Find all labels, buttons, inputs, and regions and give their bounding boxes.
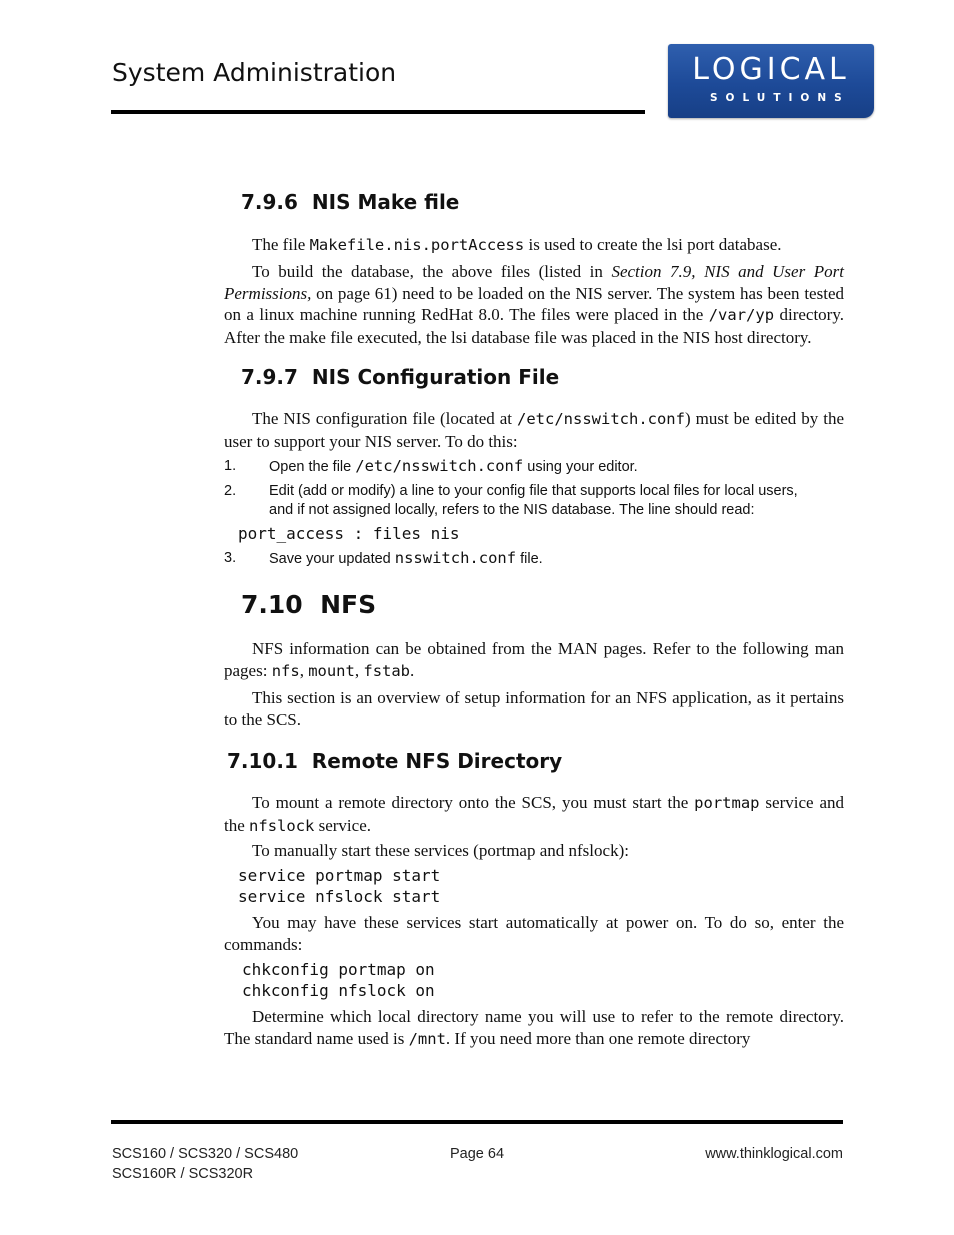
text: Save your updated: [269, 551, 395, 567]
text: on page 61) need to be loaded on the NIS server. The system has been tested on a linux machine running RedHat 8.0. The files were placed in the: [224, 283, 844, 324]
text: ,: [354, 660, 364, 680]
text: The NIS configuration file (located at: [252, 409, 517, 428]
code-line: service nfslock start: [238, 886, 441, 906]
section-title: NIS Make file: [311, 190, 460, 214]
text: directory. After the make file executed, the lsi database file was placed in the NIS host directory.: [224, 305, 844, 347]
section-title: Remote NFS Directory: [311, 749, 563, 773]
section-number: 7.9.6: [241, 190, 298, 214]
text: ,: [299, 660, 309, 680]
page-header-title: System Administration: [112, 58, 397, 87]
section-heading-7-10-1: [227, 749, 562, 773]
code-inline: Makefile.nis.portAccess: [309, 236, 525, 254]
code-inline: nfs: [271, 661, 300, 680]
footer-models-line: SCS160R / SCS320R: [112, 1166, 254, 1182]
section-heading-7-9-6: [241, 190, 459, 214]
code-inline: portmap: [694, 794, 760, 812]
code-inline: /var/yp: [708, 306, 775, 324]
section-heading-7-9-7: [241, 365, 559, 389]
code-block: [238, 866, 440, 907]
code-block: [242, 960, 435, 1001]
text: To build the database, the above files (listed in: [252, 262, 612, 281]
list-item: [224, 457, 844, 477]
code-inline: nsswitch.conf: [394, 549, 517, 567]
footer-models-line: SCS160 / SCS320 / SCS480: [112, 1146, 299, 1162]
text: Determine which local directory name you will use to refer to the remote directory. The standard name used is: [224, 1007, 844, 1048]
text: .: [410, 660, 415, 680]
section-number: 7.10.1: [227, 749, 298, 773]
section-number: 7.10: [241, 590, 303, 619]
text: Open the file: [269, 459, 356, 475]
text: Edit (add or modify) a line to your config file that supports local files for local users, and if not assigned locally, refers to the NIS database. The line should read:: [269, 483, 798, 518]
text: file.: [516, 551, 543, 567]
list-item: [224, 482, 814, 520]
list-number: 3.: [224, 550, 237, 566]
code-inline: fstab: [363, 661, 411, 680]
paragraph: You may have these services start automatically at power on. To do so, enter the commands:: [224, 913, 844, 954]
code-line: service portmap start: [238, 866, 441, 885]
footer-website: www.thinklogical.com: [705, 1146, 843, 1162]
text: ) must be edited by the user to support your NIS server. To do this:: [224, 409, 844, 451]
header-rule: [111, 110, 645, 114]
paragraph: [224, 1006, 844, 1050]
section-heading-7-10: [241, 590, 376, 619]
footer-rule: [111, 1120, 843, 1124]
code-inline: nfslock: [249, 816, 315, 835]
section-title: NFS: [320, 590, 377, 619]
footer-models: [112, 1144, 298, 1184]
code-block: port_access : files nis: [238, 524, 460, 543]
paragraph: To manually start these services (portmap and nfslock):: [252, 841, 629, 860]
paragraph: [224, 638, 844, 682]
paragraph: [224, 792, 844, 837]
text: is used to create the lsi port database.: [524, 235, 782, 254]
code-inline: /etc/nsswitch.conf: [517, 410, 685, 428]
logo-sub-text: SOLUTIONS: [710, 92, 850, 104]
text: service and the: [224, 793, 844, 835]
text: The file: [252, 235, 310, 254]
paragraph: This section is an overview of setup information for an NFS application, as it pertains to the SCS.: [224, 688, 844, 729]
section-title: NIS Configuration File: [311, 365, 560, 389]
text: service.: [314, 815, 371, 835]
code-inline: mount: [308, 661, 355, 680]
code-inline: /etc/nsswitch.conf: [355, 457, 524, 475]
section-number: 7.9.7: [241, 365, 298, 389]
text: using your editor.: [523, 459, 638, 475]
text: NFS information can be obtained from the MAN pages. Refer to the following man pages:: [224, 639, 844, 680]
code-line: chkconfig nfslock on: [242, 980, 435, 1000]
page-number: Page 64: [450, 1146, 505, 1162]
code-inline: /mnt: [408, 1029, 446, 1048]
paragraph: [224, 261, 844, 348]
logical-solutions-logo: [668, 44, 874, 118]
list-number: 2.: [224, 483, 237, 499]
cross-reference: Section 7.9, NIS and User Port Permissions,: [224, 262, 844, 303]
text: . If you need more than one remote directory: [445, 1028, 751, 1048]
code-line: chkconfig portmap on: [242, 960, 435, 979]
paragraph: [224, 408, 844, 452]
list-number: 1.: [224, 458, 237, 474]
paragraph: [224, 234, 844, 257]
list-item: [224, 549, 844, 569]
logo-main-text: LOGICAL: [692, 52, 850, 87]
text: To mount a remote directory onto the SCS, you must start the: [252, 793, 695, 812]
